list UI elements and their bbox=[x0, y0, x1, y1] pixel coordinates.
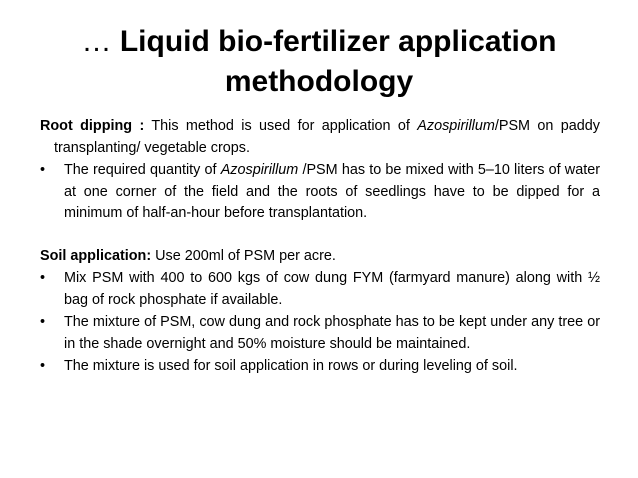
section-spacer bbox=[40, 225, 600, 246]
bullet-icon: • bbox=[40, 314, 46, 330]
title-text-line-1: Liquid bio-fertilizer application bbox=[119, 25, 557, 58]
soil-application-bullet-1 bbox=[40, 268, 600, 311]
title-line-1 bbox=[0, 22, 638, 62]
title-ellipsis: … bbox=[81, 25, 112, 58]
root-dipping-text-2: /PSM on paddy transplanting/ vegetable crops. bbox=[54, 118, 600, 156]
soil-application-bullet-3 bbox=[40, 356, 600, 378]
soil-application-paragraph bbox=[40, 246, 600, 268]
slide-title bbox=[0, 22, 638, 102]
soil-application-bullet-2 bbox=[40, 312, 600, 355]
bullet-icon: • bbox=[40, 162, 46, 178]
root-dipping-text-1: This method is used for application of bbox=[144, 118, 418, 134]
bullet-icon: • bbox=[40, 270, 46, 286]
bullet-text-1: The required quantity of bbox=[64, 162, 221, 178]
bullet-italic: Azospirillum bbox=[220, 162, 299, 178]
root-dipping-bullet-1 bbox=[40, 160, 600, 225]
soil-application-text: Use 200ml of PSM per acre. bbox=[151, 247, 336, 264]
slide-body bbox=[40, 116, 600, 378]
bullet-text-2: /PSM has to be mixed with 5–10 liters of water at one corner of the field and the roots of seedlings have to be dipped for a minimum of half-an-hour before transplantation. bbox=[64, 162, 600, 221]
bullet-text: The mixture of PSM, cow dung and rock phosphate has to be kept under any tree or in the shade overnight and 50% moisture should be maintained. bbox=[64, 314, 600, 352]
bullet-text: Mix PSM with 400 to 600 kgs of cow dung FYM (farmyard manure) along with ½ bag of rock phosphate if available. bbox=[64, 270, 600, 308]
root-dipping-label: Root dipping : bbox=[40, 118, 145, 134]
root-dipping-paragraph bbox=[40, 116, 600, 159]
bullet-text: The mixture is used for soil application in rows or during leveling of soil. bbox=[64, 358, 518, 374]
bullet-icon: • bbox=[40, 358, 46, 374]
title-text-line-2: methodology bbox=[224, 65, 414, 98]
root-dipping-italic: Azospirillum bbox=[417, 118, 495, 134]
soil-application-label: Soil application: bbox=[40, 247, 152, 264]
